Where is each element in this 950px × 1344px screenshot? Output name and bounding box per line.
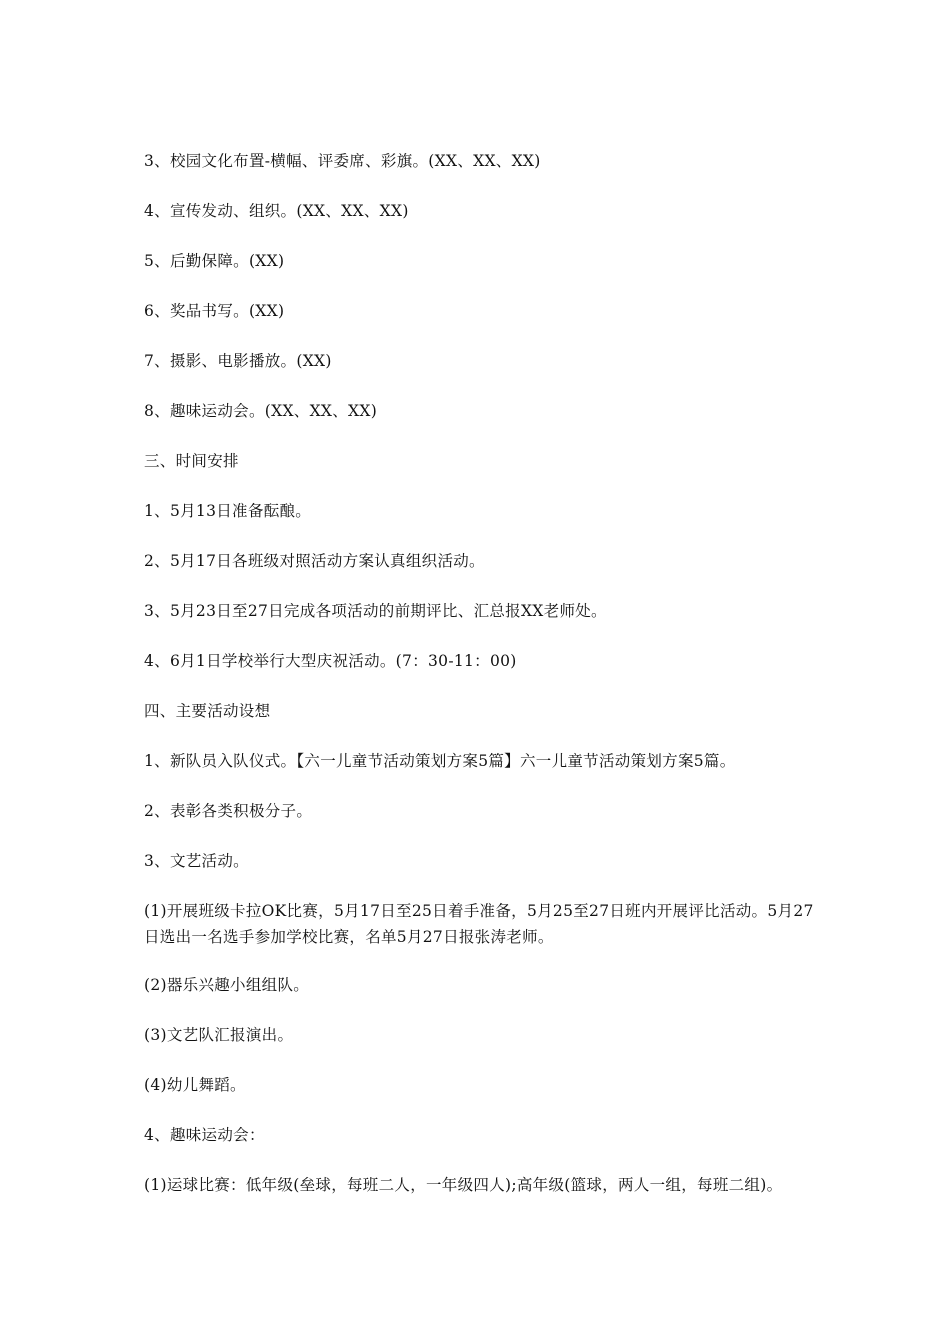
paragraph-task-7: 7、摄影、电影播放。(XX)	[144, 352, 332, 370]
document-body	[144, 148, 814, 1198]
paragraph-instrument-group: (2)器乐兴趣小组组队。	[144, 976, 310, 994]
paragraph-dance: (4)幼儿舞蹈。	[144, 1076, 246, 1094]
paragraph-schedule-3: 3、5月23日至27日完成各项活动的前期评比、汇总报XX老师处。	[144, 602, 607, 620]
paragraph-art-performance: (3)文艺队汇报演出。	[144, 1026, 294, 1044]
paragraph-task-4: 4、宣传发动、组织。(XX、XX、XX)	[144, 202, 409, 220]
paragraph-ball-race: (1)运球比赛：低年级(垒球，每班二人，一年级四人);高年级(篮球，两人一组，每班二组)。	[144, 1176, 783, 1194]
paragraph-schedule-1: 1、5月13日准备酝酿。	[144, 502, 312, 520]
paragraph-task-5: 5、后勤保障。(XX)	[144, 252, 285, 270]
paragraph-schedule-2: 2、5月17日各班级对照活动方案认真组织活动。	[144, 552, 485, 570]
paragraph-schedule-4: 4、6月1日学校举行大型庆祝活动。(7：30-11：00)	[144, 652, 517, 670]
paragraph-activity-4: 4、趣味运动会：	[144, 1126, 265, 1144]
section-heading-schedule: 三、时间安排	[144, 452, 239, 470]
paragraph-activity-1: 1、新队员入队仪式。【六一儿童节活动策划方案5篇】六一儿童节活动策划方案5篇。	[144, 752, 736, 770]
paragraph-karaoke: (1)开展班级卡拉OK比赛，5月17日至25日着手准备，5月25至27日班内开展评比活动。5月27日选出一名选手参加学校比赛，名单5月27日报张涛老师。	[144, 902, 814, 946]
paragraph-activity-2: 2、表彰各类积极分子。	[144, 802, 313, 820]
section-heading-activities: 四、主要活动设想	[144, 702, 271, 720]
paragraph-task-3: 3、校园文化布置-横幅、评委席、彩旗。(XX、XX、XX)	[144, 152, 541, 170]
paragraph-activity-3: 3、文艺活动。	[144, 852, 249, 870]
paragraph-task-8: 8、趣味运动会。(XX、XX、XX)	[144, 402, 378, 420]
paragraph-task-6: 6、奖品书写。(XX)	[144, 302, 285, 320]
